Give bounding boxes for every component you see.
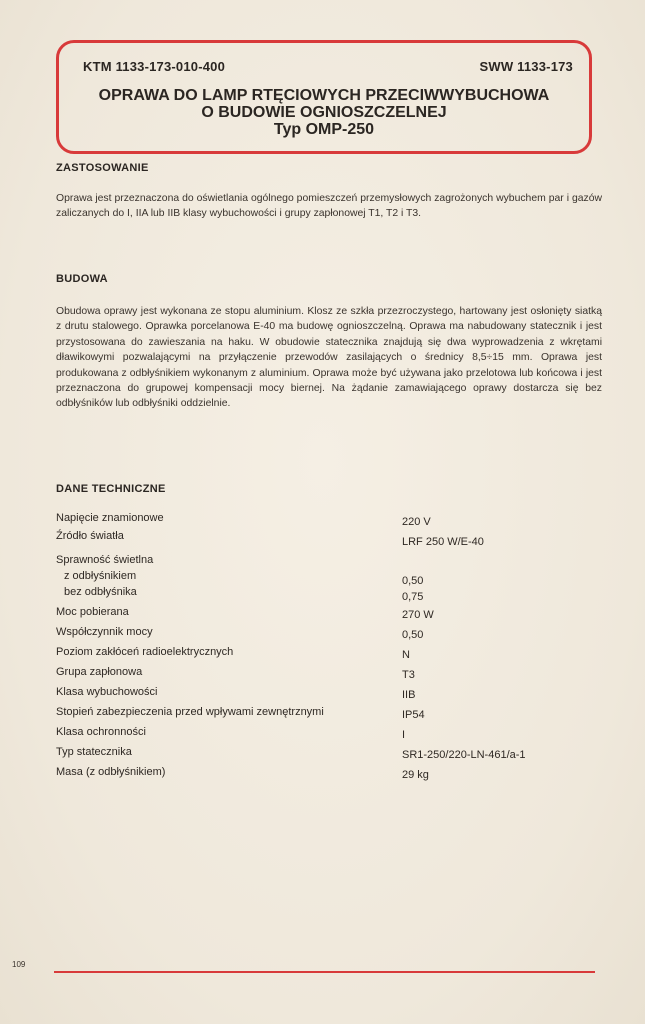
spec-row xyxy=(56,706,602,724)
paragraph-budowa: Obudowa oprawy jest wykonana ze stopu aluminium. Klosz ze szkła przezroczystego, hartowany jest osłonięty siatką z drutu stalowego. Oprawka porcelanowa E-40 ma budowę ognioszczelną. Oprawa ma nabudowany statecznik i jest przystosowana do zawieszania na haku. W obudowie statecznika znajdują się dwa wyprowadzenia z wkrętami dławikowymi pozwalającymi na przyłączenie przewodów zasilających o średnicy 8,5÷15 mm. Oprawa jest produkowana z odbłyśnikiem wykonanym z aluminium. Oprawa może być używana jako przelotowa lub końcowa i jest przeznaczona do grupowej kompensacji mocy biernej. Na żądanie zamawiającego oprawy dostarcza się bez odbłyśników lub odbłyśniki oddzielnie. xyxy=(56,306,602,410)
spec-value: LRF 250 W/E-40 xyxy=(402,536,484,548)
spec-row xyxy=(56,586,602,604)
spec-row xyxy=(56,726,602,744)
title-line-2: O BUDOWIE OGNIOSZCZELNEJ xyxy=(201,104,447,121)
spec-row xyxy=(56,530,602,548)
paragraph-zastosowanie: Oprawa jest przeznaczona do oświetlania ogólnego pomieszczeń przemysłowych zagrożonych wybuchem par i gazów zaliczanych do I, IIA lub IIB klasy wybuchowości i grupy zapłonowej T1, T2 i T3. xyxy=(56,193,602,220)
page-number: 109 xyxy=(12,960,26,969)
spec-value: 0,50 xyxy=(402,629,424,641)
spec-value: T3 xyxy=(402,669,415,681)
document-title xyxy=(59,87,589,138)
spec-row xyxy=(56,746,602,764)
sww-code: SWW 1133-173 xyxy=(479,59,573,74)
spec-row xyxy=(56,606,602,624)
title-line-3: Typ OMP-250 xyxy=(273,121,375,138)
spec-row xyxy=(56,686,602,704)
spec-label: bez odbłyśnika xyxy=(64,586,137,598)
spec-value: IIB xyxy=(402,689,416,701)
spec-label: z odbłyśnikiem xyxy=(64,570,137,582)
spec-row xyxy=(56,512,602,530)
section-heading-zastosowanie: ZASTOSOWANIE xyxy=(56,162,149,174)
spec-label: Moc pobierana xyxy=(56,606,129,618)
spec-label: Poziom zakłóceń radioelektrycznych xyxy=(56,646,234,658)
spec-label: Stopień zabezpieczenia przed wpływami zewnętrznymi xyxy=(56,706,324,718)
spec-label: Sprawność świetlna xyxy=(56,554,154,566)
spec-value: 29 kg xyxy=(402,769,429,781)
spec-value: 270 W xyxy=(402,609,434,621)
spec-value: N xyxy=(402,649,410,661)
spec-row xyxy=(56,626,602,644)
spec-value: IP54 xyxy=(402,709,425,721)
spec-value: I xyxy=(402,729,406,741)
spec-value: 0,75 xyxy=(402,591,424,603)
spec-row xyxy=(56,666,602,684)
section-heading-dane-techniczne: DANE TECHNICZNE xyxy=(56,483,166,495)
spec-label: Źródło światła xyxy=(56,530,124,542)
spec-value: SR1-250/220-LN-461/a-1 xyxy=(402,749,526,761)
footer-rule xyxy=(54,971,595,973)
spec-value: 0,50 xyxy=(402,575,424,587)
spec-label: Napięcie znamionowe xyxy=(56,512,164,524)
spec-label: Współczynnik mocy xyxy=(56,626,153,638)
section-heading-budowa: BUDOWA xyxy=(56,273,108,285)
spec-value: 220 V xyxy=(402,516,431,528)
spec-label: Klasa ochronności xyxy=(56,726,146,738)
spec-row xyxy=(56,646,602,664)
spec-row xyxy=(56,766,602,784)
header-box xyxy=(56,40,592,154)
header-codes xyxy=(83,59,573,74)
spec-label: Masa (z odbłyśnikiem) xyxy=(56,766,166,778)
title-line-1: OPRAWA DO LAMP RTĘCIOWYCH PRZECIWWYBUCHOWA xyxy=(98,87,550,104)
ktm-code: KTM 1133-173-010-400 xyxy=(83,59,226,74)
spec-label: Grupa zapłonowa xyxy=(56,666,143,678)
spec-label: Typ statecznika xyxy=(56,746,132,758)
spec-label: Klasa wybuchowości xyxy=(56,686,158,698)
